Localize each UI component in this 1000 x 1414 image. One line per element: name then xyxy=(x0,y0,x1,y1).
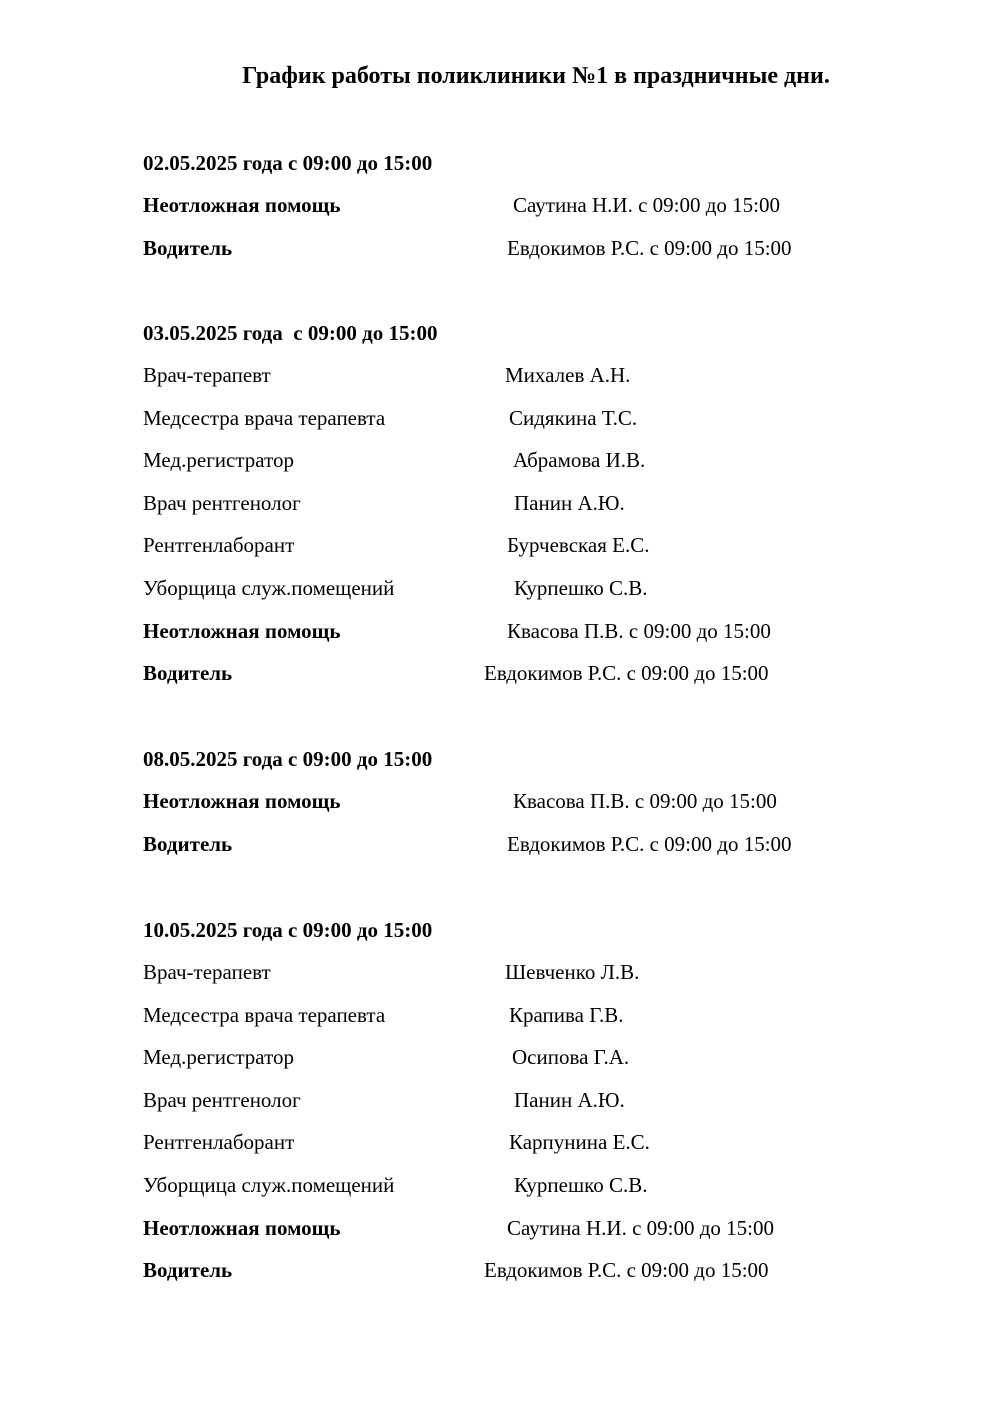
section-heading: 03.05.2025 года с 09:00 до 15:00 xyxy=(143,321,438,345)
role-label: Рентгенлаборант xyxy=(143,533,295,558)
schedule-section-0305 xyxy=(143,320,903,703)
role-label: Врач-терапевт xyxy=(143,363,271,387)
section-heading: 10.05.2025 года с 09:00 до 15:00 xyxy=(143,918,433,942)
staff-name: Михалев А.Н. xyxy=(505,363,631,387)
schedule-row xyxy=(143,1257,903,1300)
staff-name: Евдокимов Р.С. с 09:00 до 15:00 xyxy=(484,1258,769,1283)
schedule-section-1005 xyxy=(143,917,903,1300)
schedule-row xyxy=(143,447,903,490)
staff-name: Крапива Г.В. xyxy=(509,1002,624,1027)
role-label: Мед.регистратор xyxy=(143,1045,294,1070)
staff-name: Евдокимов Р.С. с 09:00 до 15:00 xyxy=(507,235,792,260)
role-label: Врач-терапевт xyxy=(143,960,271,984)
role-label: Уборщица служ.помещений xyxy=(143,1172,395,1197)
schedule-row xyxy=(143,405,903,448)
schedule-section-0205 xyxy=(143,150,903,277)
schedule-row xyxy=(143,192,903,235)
staff-name: Абрамова И.В. xyxy=(513,448,646,473)
role-label: Уборщица служ.помещений xyxy=(143,575,395,600)
role-label: Неотложная помощь xyxy=(143,618,341,643)
schedule-row xyxy=(143,362,903,405)
staff-name: Евдокимов Р.С. с 09:00 до 15:00 xyxy=(507,831,792,856)
schedule-section-0805 xyxy=(143,746,903,873)
role-label: Медсестра врача терапевта xyxy=(143,1002,386,1027)
staff-name: Евдокимов Р.С. с 09:00 до 15:00 xyxy=(484,661,769,686)
schedule-row xyxy=(143,235,903,278)
staff-name: Саутина Н.И. с 09:00 до 15:00 xyxy=(513,193,780,217)
staff-name: Курпешко С.В. xyxy=(514,1172,648,1197)
staff-name: Осипова Г.А. xyxy=(512,1045,630,1070)
staff-name: Бурчевская Е.С. xyxy=(507,533,650,558)
role-label: Врач рентгенолог xyxy=(143,1087,301,1112)
schedule-row xyxy=(143,660,903,703)
staff-name: Панин А.Ю. xyxy=(514,490,625,515)
section-heading: 02.05.2025 года с 09:00 до 15:00 xyxy=(143,151,433,175)
schedule-row xyxy=(143,1172,903,1215)
staff-name: Шевченко Л.В. xyxy=(505,960,640,984)
staff-name: Панин А.Ю. xyxy=(514,1087,625,1112)
schedule-row xyxy=(143,1044,903,1087)
staff-name: Курпешко С.В. xyxy=(514,575,648,600)
role-label: Неотложная помощь xyxy=(143,789,341,813)
role-label: Неотложная помощь xyxy=(143,193,341,217)
schedule-row xyxy=(143,1087,903,1130)
schedule-row xyxy=(143,959,903,1002)
role-label: Водитель xyxy=(143,235,233,260)
role-label: Водитель xyxy=(143,831,233,856)
schedule-row xyxy=(143,618,903,661)
schedule-row xyxy=(143,575,903,618)
role-label: Мед.регистратор xyxy=(143,448,294,473)
role-label: Рентгенлаборант xyxy=(143,1130,295,1155)
schedule-row xyxy=(143,532,903,575)
schedule-row xyxy=(143,490,903,533)
schedule-row xyxy=(143,1215,903,1258)
role-label: Неотложная помощь xyxy=(143,1215,341,1240)
schedule-row xyxy=(143,831,903,874)
role-label: Водитель xyxy=(143,661,233,686)
page-title: График работы поликлиники №1 в праздничные дни. xyxy=(242,63,830,89)
schedule-row xyxy=(143,788,903,831)
role-label: Водитель xyxy=(143,1258,233,1283)
staff-name: Квасова П.В. с 09:00 до 15:00 xyxy=(513,789,777,813)
staff-name: Квасова П.В. с 09:00 до 15:00 xyxy=(507,618,771,643)
schedule-row xyxy=(143,1002,903,1045)
staff-name: Саутина Н.И. с 09:00 до 15:00 xyxy=(507,1215,774,1240)
section-heading: 08.05.2025 года с 09:00 до 15:00 xyxy=(143,747,433,771)
staff-name: Сидякина Т.С. xyxy=(509,405,638,430)
staff-name: Карпунина Е.С. xyxy=(509,1130,650,1155)
role-label: Врач рентгенолог xyxy=(143,490,301,515)
role-label: Медсестра врача терапевта xyxy=(143,405,386,430)
schedule-row xyxy=(143,1129,903,1172)
